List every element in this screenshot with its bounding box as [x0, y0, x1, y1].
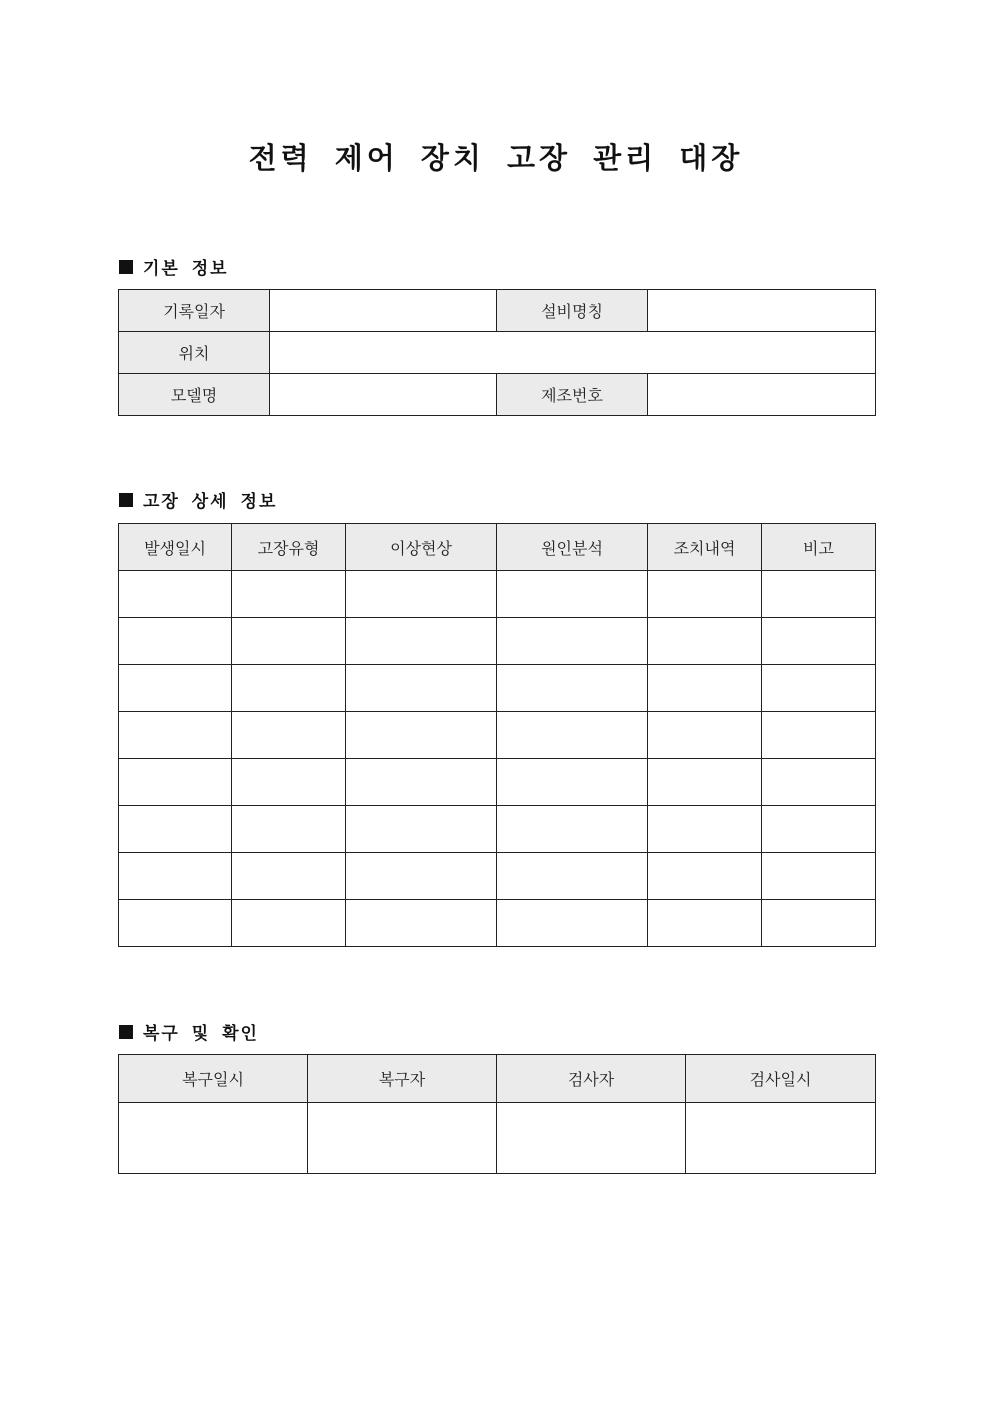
section-heading-basic-info	[119, 254, 229, 279]
table-cell[interactable]	[762, 618, 876, 665]
section-heading-fault-detail	[119, 487, 277, 512]
table-row	[119, 665, 876, 712]
table-cell[interactable]	[346, 806, 497, 853]
equipment-name-label: 설비명칭	[497, 290, 648, 332]
square-bullet-icon	[119, 260, 133, 274]
table-row	[119, 332, 876, 374]
table-cell[interactable]	[497, 853, 648, 900]
table-row	[119, 853, 876, 900]
table-cell[interactable]	[497, 665, 648, 712]
table-cell[interactable]	[648, 759, 762, 806]
record-date-label: 기록일자	[119, 290, 270, 332]
table-cell[interactable]	[232, 618, 346, 665]
column-header-remarks: 비고	[762, 524, 876, 571]
location-label: 위치	[119, 332, 270, 374]
table-cell[interactable]	[648, 665, 762, 712]
table-row	[119, 290, 876, 332]
table-cell[interactable]	[232, 571, 346, 618]
table-cell[interactable]	[648, 900, 762, 947]
table-cell[interactable]	[762, 759, 876, 806]
table-cell[interactable]	[232, 853, 346, 900]
page-title: 전력 제어 장치 고장 관리 대장	[248, 141, 744, 175]
record-date-field[interactable]	[270, 290, 497, 332]
table-cell[interactable]	[497, 618, 648, 665]
section-heading-label: 복구 및 확인	[143, 1024, 259, 1044]
table-cell[interactable]	[497, 806, 648, 853]
table-row	[119, 618, 876, 665]
table-cell[interactable]	[119, 853, 232, 900]
table-cell[interactable]	[762, 665, 876, 712]
table-cell[interactable]	[762, 806, 876, 853]
fault-detail-table	[118, 523, 876, 947]
square-bullet-icon	[119, 1025, 133, 1039]
table-cell[interactable]	[762, 853, 876, 900]
table-cell[interactable]	[119, 806, 232, 853]
table-cell[interactable]	[497, 712, 648, 759]
table-header-row	[119, 524, 876, 571]
column-header-recovered-by: 복구자	[308, 1055, 497, 1103]
recovered-by-field[interactable]	[308, 1103, 497, 1174]
table-cell[interactable]	[648, 618, 762, 665]
column-header-recovered-at: 복구일시	[119, 1055, 308, 1103]
column-header-fault-type: 고장유형	[232, 524, 346, 571]
table-cell[interactable]	[232, 900, 346, 947]
column-header-occurred-at: 발생일시	[119, 524, 232, 571]
table-cell[interactable]	[119, 900, 232, 947]
table-row	[119, 759, 876, 806]
basic-info-table	[118, 289, 876, 416]
table-cell[interactable]	[119, 665, 232, 712]
table-cell[interactable]	[346, 759, 497, 806]
table-cell[interactable]	[497, 900, 648, 947]
table-row	[119, 571, 876, 618]
serial-number-field[interactable]	[648, 374, 876, 416]
section-heading-recovery	[119, 1019, 259, 1044]
section-heading-label: 고장 상세 정보	[143, 492, 278, 512]
table-cell[interactable]	[119, 571, 232, 618]
table-cell[interactable]	[346, 618, 497, 665]
table-cell[interactable]	[346, 571, 497, 618]
table-cell[interactable]	[762, 900, 876, 947]
recovered-at-field[interactable]	[119, 1103, 308, 1174]
recovery-table	[118, 1054, 876, 1174]
table-cell[interactable]	[497, 571, 648, 618]
table-cell[interactable]	[648, 712, 762, 759]
table-cell[interactable]	[648, 806, 762, 853]
column-header-inspected-at: 검사일시	[686, 1055, 876, 1103]
table-row	[119, 900, 876, 947]
table-cell[interactable]	[762, 712, 876, 759]
equipment-name-field[interactable]	[648, 290, 876, 332]
table-cell[interactable]	[346, 900, 497, 947]
table-row	[119, 1103, 876, 1174]
table-cell[interactable]	[346, 853, 497, 900]
table-cell[interactable]	[119, 712, 232, 759]
section-heading-label: 기본 정보	[143, 259, 229, 279]
table-cell[interactable]	[648, 853, 762, 900]
table-cell[interactable]	[346, 665, 497, 712]
table-cell[interactable]	[232, 665, 346, 712]
column-header-inspector: 검사자	[497, 1055, 686, 1103]
table-cell[interactable]	[232, 759, 346, 806]
table-row	[119, 806, 876, 853]
table-cell[interactable]	[232, 806, 346, 853]
column-header-symptom: 이상현상	[346, 524, 497, 571]
table-header-row	[119, 1055, 876, 1103]
table-cell[interactable]	[119, 759, 232, 806]
inspector-field[interactable]	[497, 1103, 686, 1174]
column-header-cause-analysis: 원인분석	[497, 524, 648, 571]
table-row	[119, 374, 876, 416]
location-field[interactable]	[270, 332, 876, 374]
table-cell[interactable]	[346, 712, 497, 759]
table-cell[interactable]	[648, 571, 762, 618]
model-label: 모델명	[119, 374, 270, 416]
table-cell[interactable]	[497, 759, 648, 806]
table-row	[119, 712, 876, 759]
model-field[interactable]	[270, 374, 497, 416]
table-cell[interactable]	[762, 571, 876, 618]
square-bullet-icon	[119, 493, 133, 507]
column-header-action-taken: 조치내역	[648, 524, 762, 571]
table-cell[interactable]	[232, 712, 346, 759]
inspected-at-field[interactable]	[686, 1103, 876, 1174]
serial-number-label: 제조번호	[497, 374, 648, 416]
table-cell[interactable]	[119, 618, 232, 665]
